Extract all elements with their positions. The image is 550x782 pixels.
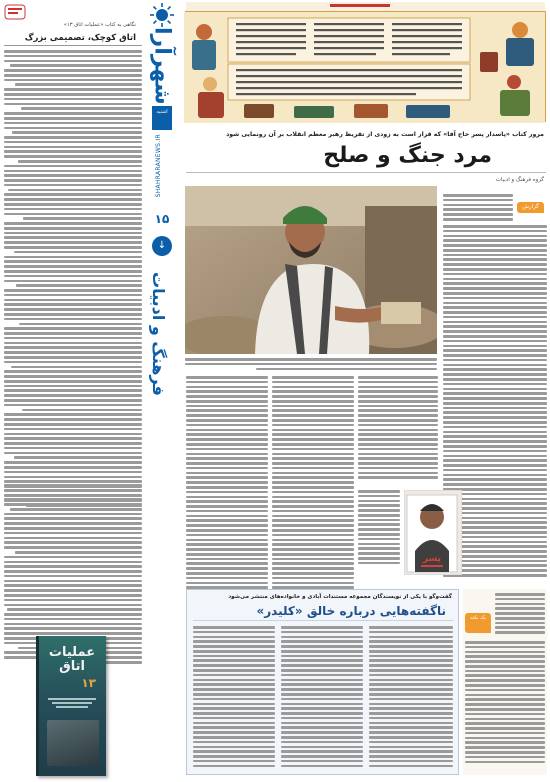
note-text-narrow bbox=[495, 593, 545, 634]
article-byline: گروه فرهنگ و ادبیات bbox=[495, 177, 544, 183]
body-text-column-3 bbox=[358, 376, 438, 479]
photo-caption bbox=[185, 358, 437, 370]
box-kicker: گفت‌وگو با یکی از نویسندگان مجموعه مستندات آبادی و خانواده‌های منتشر می‌شود bbox=[228, 594, 452, 600]
box-text-column-3 bbox=[369, 626, 453, 767]
box-title: ناگفته‌هایی درباره خالق «کلیدر» bbox=[256, 604, 446, 618]
masthead bbox=[146, 2, 178, 778]
intro-text-narrow bbox=[443, 194, 513, 221]
book-inset bbox=[404, 490, 462, 575]
book-cover-image bbox=[36, 636, 106, 776]
article-headline: مرد جنگ و صلح bbox=[323, 143, 492, 168]
box-text-column-1 bbox=[193, 626, 275, 767]
masthead-section-name: فرهنگ و ادبیات bbox=[149, 272, 168, 396]
banner-date-line bbox=[300, 2, 420, 9]
left-title: اتاق کوچک، تصمیمی بزرگ bbox=[24, 33, 136, 43]
note-tag: یک نکته bbox=[465, 613, 491, 633]
masthead-subtitle: اشتیه bbox=[152, 106, 172, 130]
note-sidebar bbox=[463, 589, 547, 775]
book-cover-number: ۱۳ bbox=[81, 676, 96, 690]
left-body-text-1 bbox=[4, 50, 142, 507]
body-text-column-1 bbox=[186, 376, 268, 594]
article-kicker: مرور کتاب «پاسدار پسر حاج آقا» که قرار است به زودی از تقریظ رهبر معظم انقلاب بر آن رونمایی شود bbox=[226, 131, 544, 138]
masthead-logo: شهرآرا bbox=[149, 27, 175, 105]
body-text-column-2 bbox=[272, 376, 354, 594]
left-kicker: نگاهی به کتاب «عملیات اتاق ۱۳» bbox=[63, 22, 136, 28]
svg-text:پسر: پسر bbox=[422, 554, 442, 564]
masthead-page-number: ۱۵ bbox=[154, 212, 170, 226]
masthead-url: SHAHRARANEWS.IR bbox=[155, 134, 162, 198]
soldier-photo-image bbox=[185, 186, 437, 354]
arrow-down-icon: ↓ bbox=[152, 236, 172, 256]
article-photo bbox=[185, 186, 437, 354]
banner-ad bbox=[185, 11, 546, 122]
note-text bbox=[465, 641, 545, 763]
body-text-column-3-narrow bbox=[358, 490, 400, 564]
left-column bbox=[4, 4, 142, 778]
book-cover-photo bbox=[47, 720, 99, 766]
headline-divider bbox=[186, 172, 546, 173]
interview-box bbox=[186, 589, 459, 775]
box-divider bbox=[193, 620, 453, 621]
book-pasdar-image bbox=[403, 491, 461, 576]
book-cover-subtitle bbox=[42, 696, 102, 710]
box-text-column-2 bbox=[281, 626, 363, 767]
miniature-painting-image bbox=[184, 12, 545, 123]
book-cover-title: عملیات اتاق bbox=[48, 645, 96, 674]
left-divider bbox=[4, 45, 142, 46]
left-page-badge bbox=[4, 4, 26, 23]
sun-logo-icon bbox=[149, 2, 175, 28]
report-tag: گزارش bbox=[517, 202, 544, 213]
